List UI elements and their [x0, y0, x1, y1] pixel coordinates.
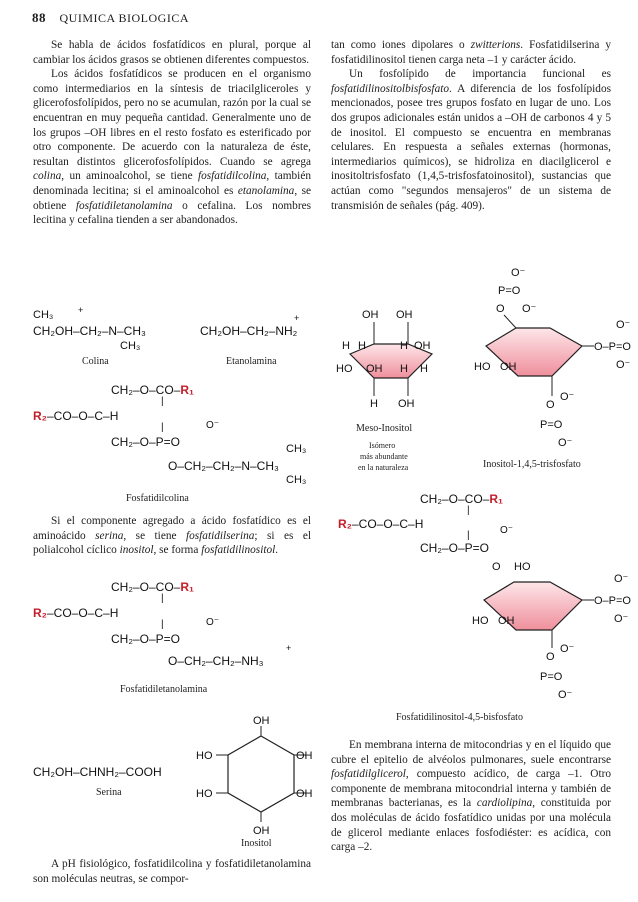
- colina-ch3-bottom: CH₃: [120, 340, 141, 352]
- plus-sign: +: [286, 643, 292, 653]
- glycerol-top: CH₂–O–CO–R₁: [111, 383, 194, 397]
- o-minus: O⁻: [206, 617, 220, 628]
- plus-sign: +: [78, 305, 84, 315]
- svg-text:H: H: [420, 363, 428, 375]
- paragraph: En membrana interna de mitocondrias y en el líquido que cubre el epitelio de alvéolos pulmonares, suele encontrarse fosfatidilglicerol, compuesto acídico, de carga –1. Otro componente de membrana mitocondrial interna y también de membranas bacterianas, es la cardiolipina, constituida por dos moléculas de ácido fosfatídico unidas por una molécula de glicerol mediante enlaces fosfodiéster: es acídica, con carga –2.: [331, 739, 612, 854]
- etanolamina-formula: CH₂OH–CH₂–NH₂: [200, 324, 298, 338]
- running-title: QUIMICA BIOLOGICA: [59, 11, 189, 25]
- glycerol-top: CH₂–O–CO–R₁: [111, 580, 194, 594]
- svg-text:HO: HO: [514, 561, 531, 573]
- fe-chain: O–CH₂–CH₂–NH₃: [168, 654, 264, 668]
- paragraph: Los ácidos fosfatídicos se producen en el organismo como intermediarios en la síntesis de triacilgliceroles y glicerofosfolípidos, pero no se acumulan, razón por la cual se encuentran en muy pequeña cantidad. Generalmente uno de los grupos –OH libres en el resto fosfato es esterificado por otro componente. De acuerdo con la naturaleza de éste, resultan distintos glicerofosfolípidos. Cuando se agrega colina, un aminoalcohol, se tiene fosfatidilcolina, también denominada lecitina; si el aminoalcohol es etanolamina, se obtiene fosfatidiletanolamina o cefalina. Los nombres lecitina y cefalina tienden a ser abandonados.: [33, 68, 311, 227]
- svg-text:OH: OH: [253, 825, 270, 837]
- paragraph: tan como iones dipolares o zwitterions. Fosfatidilserina y fosfatidilinositol tienen carga neta –1 y carácter ácido.: [331, 39, 611, 66]
- bond: |: [161, 593, 164, 604]
- glycerol-top: CH₂–O–CO–R₁: [420, 492, 503, 506]
- svg-text:O–P=O: O–P=O: [594, 595, 631, 607]
- svg-text:OH: OH: [500, 361, 517, 373]
- inositol-structure: [196, 716, 326, 836]
- svg-text:P=O: P=O: [540, 419, 563, 431]
- svg-text:O: O: [496, 303, 505, 315]
- svg-text:H: H: [370, 398, 378, 410]
- svg-text:H: H: [400, 363, 408, 375]
- svg-text:O⁻: O⁻: [560, 391, 575, 403]
- bond: |: [161, 619, 164, 630]
- svg-text:O–P=O: O–P=O: [594, 341, 631, 353]
- glycerol-mid: R₂–CO–O–C–H: [33, 409, 119, 423]
- svg-text:O⁻: O⁻: [614, 613, 629, 625]
- meso-label: Meso-Inositol: [356, 423, 413, 434]
- meso-sub2: más abundante: [360, 452, 408, 461]
- svg-text:H: H: [342, 340, 350, 352]
- svg-text:O: O: [546, 651, 555, 663]
- etanolamina-label: Etanolamina: [226, 356, 277, 367]
- right-text-block-1: [331, 38, 611, 213]
- serina-formula: CH₂OH–CHNH₂–COOH: [33, 765, 162, 779]
- svg-text:HO: HO: [196, 788, 213, 800]
- svg-text:O⁻: O⁻: [560, 643, 575, 655]
- svg-text:O: O: [546, 399, 555, 411]
- fc-chain: O–CH₂–CH₂–N–CH₃: [168, 459, 279, 473]
- svg-text:O⁻: O⁻: [614, 573, 629, 585]
- left-text-block-3: [33, 857, 311, 886]
- svg-text:H: H: [358, 340, 366, 352]
- svg-text:OH: OH: [253, 715, 270, 727]
- svg-text:O⁻: O⁻: [558, 437, 573, 449]
- fc-label: Fosfatidilcolina: [126, 493, 189, 504]
- svg-text:P=O: P=O: [498, 285, 521, 297]
- fc-ch3-top: CH₃: [286, 443, 307, 455]
- svg-text:HO: HO: [474, 361, 491, 373]
- svg-text:OH: OH: [366, 363, 383, 375]
- paragraph: Si el componente agregado a ácido fosfatídico es el aminoácido serina, se tiene fosfatidilserina; si es el polialcohol cíclico inositol, se forma fosfatidilinositol.: [33, 515, 311, 557]
- svg-text:OH: OH: [296, 750, 313, 762]
- svg-text:OH: OH: [396, 309, 413, 321]
- bond: |: [467, 530, 470, 541]
- bond: |: [467, 505, 470, 516]
- meso-sub1: Isómero: [369, 441, 396, 450]
- ip3-label: Inositol-1,4,5-trisfosfato: [483, 459, 581, 470]
- meso-sub3: en la naturaleza: [358, 463, 409, 472]
- svg-text:OH: OH: [296, 788, 313, 800]
- paragraph: A pH fisiológico, fosfatidilcolina y fosfatidiletanolamina son moléculas neutras, se compor-: [33, 858, 311, 885]
- glycerol-mid: R₂–CO–O–C–H: [33, 606, 119, 620]
- serina-label: Serina: [96, 787, 122, 798]
- svg-text:OH: OH: [398, 398, 415, 410]
- svg-text:H: H: [400, 340, 408, 352]
- svg-text:HO: HO: [196, 750, 213, 762]
- svg-text:OH: OH: [498, 615, 515, 627]
- svg-text:OH: OH: [414, 340, 431, 352]
- meso-inositol-structure: [336, 306, 444, 416]
- colina-ch3-top: CH₃: [33, 309, 54, 321]
- glycerol-mid: R₂–CO–O–C–H: [338, 517, 424, 531]
- left-text-block-2: [33, 514, 311, 558]
- paragraph: Se habla de ácidos fosfatídicos en plural, porque al cambiar los ácidos grasos se obtienen diferentes compuestos.: [33, 39, 311, 66]
- ip3-structure: [466, 268, 638, 458]
- page-header: [32, 10, 612, 28]
- svg-text:O⁻: O⁻: [616, 359, 631, 371]
- glycerol-bottom: CH₂–O–P=O: [111, 435, 181, 449]
- bond: |: [161, 396, 164, 407]
- right-text-block-2: [331, 738, 611, 855]
- inositol-label: Inositol: [241, 838, 272, 849]
- svg-text:OH: OH: [362, 309, 379, 321]
- svg-text:O⁻: O⁻: [522, 303, 537, 315]
- svg-text:O⁻: O⁻: [616, 319, 631, 331]
- fc-ch3-bottom: CH₃: [286, 474, 307, 486]
- bond: |: [161, 422, 164, 433]
- left-text-block-1: [33, 38, 311, 228]
- plus-sign: +: [294, 313, 300, 323]
- svg-text:O⁻: O⁻: [511, 267, 526, 279]
- pip2-inositol-ring: [464, 558, 638, 708]
- colina-label: Colina: [82, 356, 109, 367]
- fe-label: Fosfatidiletanolamina: [120, 684, 208, 695]
- svg-text:O⁻: O⁻: [558, 689, 573, 701]
- pip2-label: Fosfatidilinositol-4,5-bisfosfato: [396, 712, 523, 723]
- svg-text:O: O: [492, 561, 501, 573]
- o-minus: O⁻: [206, 420, 220, 431]
- colina-formula: CH₂OH–CH₂–N–CH₃: [33, 324, 146, 338]
- svg-text:HO: HO: [336, 363, 353, 375]
- glycerol-bottom: CH₂–O–P=O: [420, 541, 490, 555]
- svg-text:HO: HO: [472, 615, 489, 627]
- glycerol-bottom: CH₂–O–P=O: [111, 632, 181, 646]
- page-number: 88: [32, 10, 46, 25]
- paragraph: Un fosfolípido de importancia funcional es fosfatidilinositolbisfosfato. A diferencia de los fosfolípidos mencionados, posee tres grupos fosfato en lugar de uno. Los dos grupos adicionales están unidos a –OH de carbonos 4 y 5 de inositol. El compuesto se encuentra en membranas celulares. En respuesta a señales externas (hormonas, intermediarios químicos), se hidroliza en diacilglicerol e inositoltrisfosfato (1,4,5-trisfosfatoinositol), sustancias que actúan como "segundos mensajeros" de un sistema de transmisión de señales (pág. 409).: [331, 68, 611, 212]
- svg-text:P=O: P=O: [540, 671, 563, 683]
- o-minus: O⁻: [500, 525, 514, 536]
